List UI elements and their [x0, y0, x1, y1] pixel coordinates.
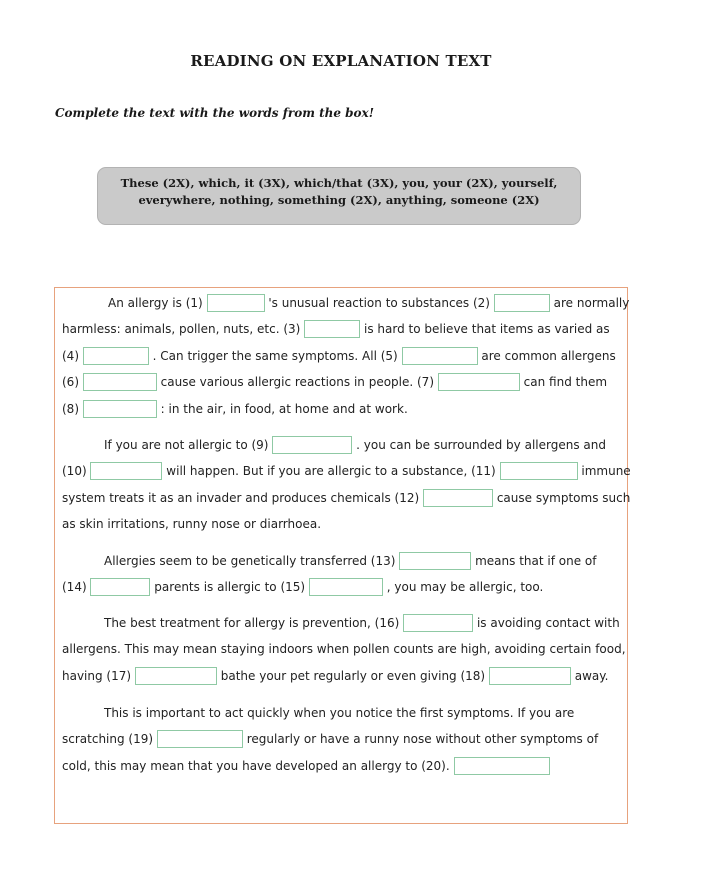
blank-4[interactable] — [83, 347, 149, 365]
text-segment: are normally — [553, 295, 630, 310]
text-line — [104, 701, 574, 723]
text-segment: The best treatment for allergy is prevention, (16) — [104, 615, 400, 630]
text-segment: having (17) — [62, 668, 132, 683]
page-title: READING ON EXPLANATION TEXT — [190, 52, 492, 70]
text-line — [104, 433, 606, 455]
blank-7[interactable] — [438, 373, 520, 391]
text-line — [62, 512, 321, 534]
text-line — [62, 459, 631, 481]
text-segment: as skin irritations, runny nose or diarrhoea. — [62, 516, 322, 531]
text-segment: If you are not allergic to (9) — [104, 437, 269, 452]
text-segment: , you may be allergic, too. — [386, 579, 544, 594]
text-segment: away. — [574, 668, 609, 683]
text-segment: (8) — [62, 401, 79, 416]
blank-11[interactable] — [500, 462, 578, 480]
text-line — [62, 664, 609, 686]
blank-12[interactable] — [423, 489, 493, 507]
blank-2[interactable] — [494, 294, 550, 312]
text-line — [62, 317, 610, 339]
text-segment: is hard to believe that items as varied as — [364, 321, 610, 336]
blank-3[interactable] — [304, 320, 360, 338]
text-line — [62, 397, 408, 419]
text-segment: are common allergens — [481, 348, 616, 363]
text-line — [62, 727, 598, 749]
blank-15[interactable] — [309, 578, 383, 596]
text-segment: system treats it as an invader and produces chemicals (12) — [62, 490, 420, 505]
text-segment: (6) — [62, 374, 79, 389]
text-segment: 's unusual reaction to substances (2) — [268, 295, 490, 310]
text-segment: harmless: animals, pollen, nuts, etc. (3) — [62, 321, 301, 336]
text-segment: parents is allergic to (15) — [154, 579, 306, 594]
text-line — [62, 637, 626, 659]
text-segment: : in the air, in food, at home and at work. — [160, 401, 408, 416]
text-segment: means that if one of — [475, 553, 597, 568]
text-segment: (10) — [62, 463, 87, 478]
instruction: Complete the text with the words from the box! — [55, 106, 374, 120]
text-line — [62, 575, 543, 597]
text-line — [104, 549, 596, 571]
blank-6[interactable] — [83, 373, 157, 391]
blank-19[interactable] — [157, 730, 243, 748]
blank-14[interactable] — [90, 578, 150, 596]
text-segment: regularly or have a runny nose without other symptoms of — [246, 731, 599, 746]
text-line — [62, 344, 616, 366]
text-segment: Allergies seem to be genetically transferred (13) — [104, 553, 396, 568]
text-segment: cause various allergic reactions in people. (7) — [160, 374, 435, 389]
blank-1[interactable] — [207, 294, 265, 312]
text-segment: . you can be surrounded by allergens and — [356, 437, 606, 452]
blank-8[interactable] — [83, 400, 157, 418]
text-line — [62, 370, 607, 392]
blank-5[interactable] — [402, 347, 478, 365]
text-segment: scratching (19) — [62, 731, 154, 746]
text-segment: cold, this may mean that you have developed an allergy to (20). — [62, 758, 450, 773]
text-line — [108, 291, 629, 313]
text-segment: This is important to act quickly when you notice the first symptoms. If you are — [104, 705, 575, 720]
text-line — [104, 611, 620, 633]
text-segment: will happen. But if you are allergic to a substance, (11) — [166, 463, 496, 478]
blank-18[interactable] — [489, 667, 571, 685]
blank-13[interactable] — [399, 552, 471, 570]
text-segment: cause symptoms such — [496, 490, 631, 505]
text-segment: (14) — [62, 579, 87, 594]
text-line — [62, 754, 550, 776]
word-box-line: These (2X), which, it (3X), which/that (3X), you, your (2X), yourself, — [120, 176, 558, 190]
text-segment: . Can trigger the same symptoms. All (5) — [152, 348, 398, 363]
blank-20[interactable] — [454, 757, 550, 775]
blank-16[interactable] — [403, 614, 473, 632]
text-line — [62, 486, 630, 508]
text-segment: allergens. This may mean staying indoors when pollen counts are high, avoiding certain food, — [62, 641, 626, 656]
blank-9[interactable] — [272, 436, 352, 454]
blank-10[interactable] — [90, 462, 162, 480]
word-box-line: everywhere, nothing, something (2X), anything, someone (2X) — [138, 193, 540, 207]
text-segment: An allergy is (1) — [108, 295, 203, 310]
text-segment: can find them — [523, 374, 608, 389]
text-segment: is avoiding contact with — [476, 615, 620, 630]
word-box — [97, 167, 581, 225]
text-segment: immune — [581, 463, 631, 478]
blank-17[interactable] — [135, 667, 217, 685]
text-segment: (4) — [62, 348, 79, 363]
text-segment: bathe your pet regularly or even giving (18) — [220, 668, 486, 683]
